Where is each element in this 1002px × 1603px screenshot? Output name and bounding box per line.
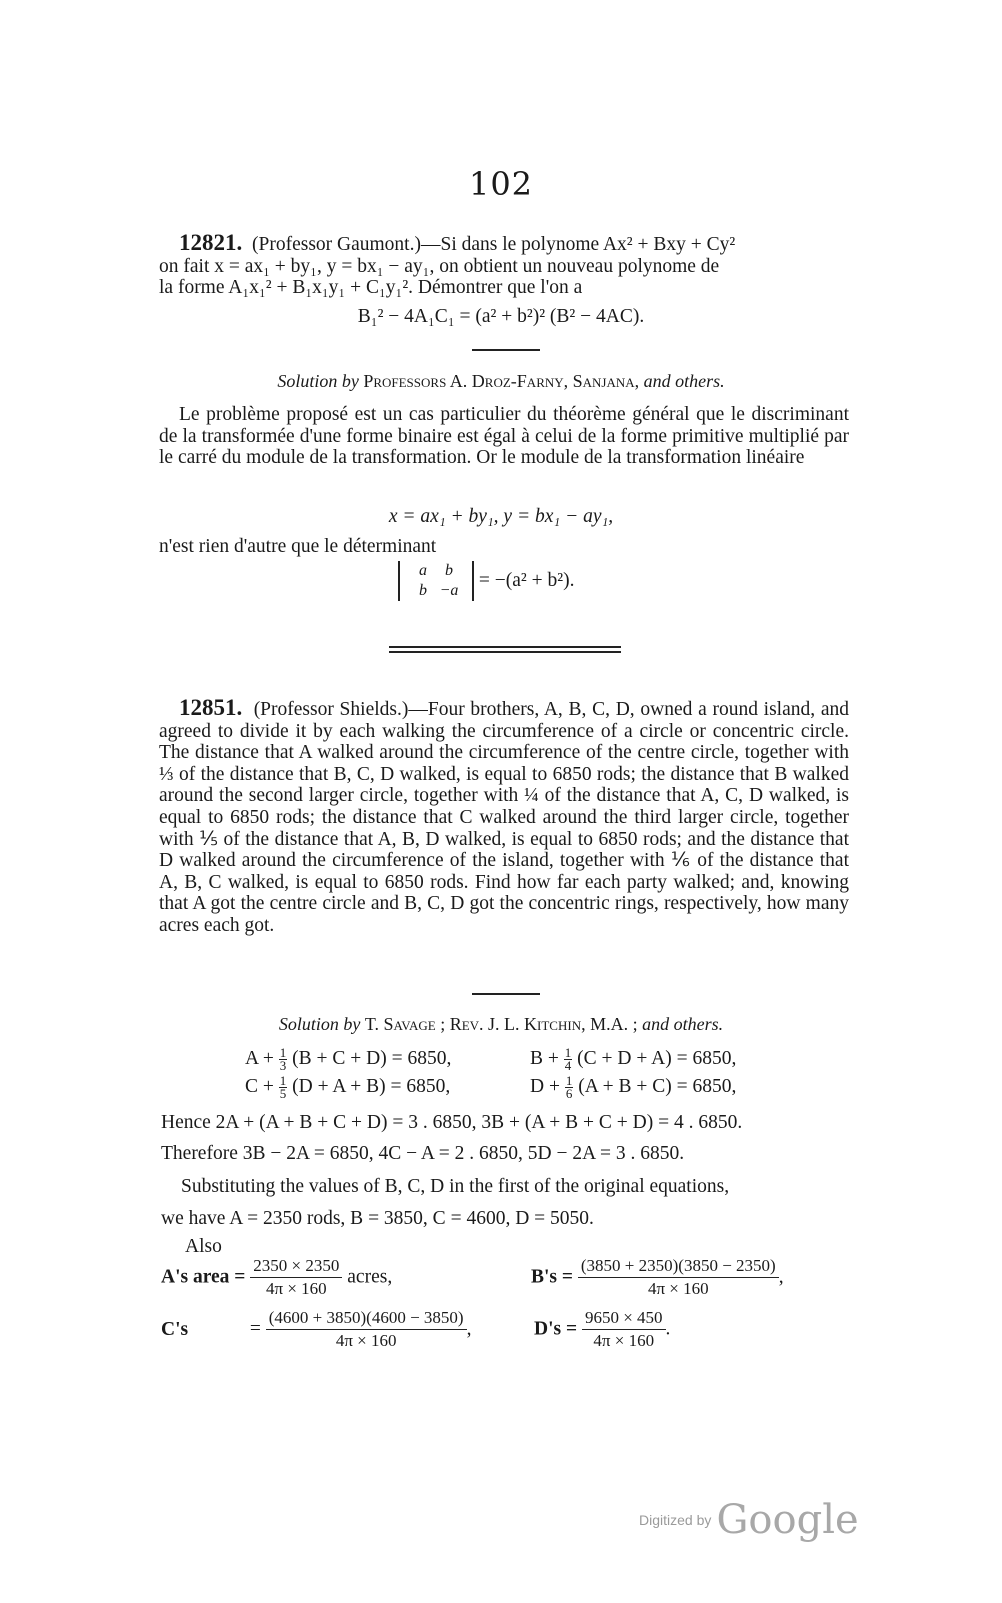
eq-part: (C + D + A) = 6850, [577,1047,737,1069]
eq-part: B + [530,1047,559,1069]
det-cell: b [419,582,427,599]
b-area-equation: B's = $\frac{(3850 + 2350)(3850 - 2350)}{4\pi \times 160}$ , [531,1256,784,1298]
fraction: $\frac{1}{6}$ [565,1073,573,1101]
eq-part: C + [245,1075,274,1097]
equation-c [245,1075,450,1100]
determinant-matrix [398,561,474,601]
c-area-fraction: $\frac{(4600 + 3850)(4600 - 3850)}{4\pi \times 160}$ [266,1308,467,1351]
substituting-line: Substituting the values of B, C, D in the first of the original equations, [181,1176,730,1197]
c-area-eq: = [249,1318,261,1340]
det-cell: a [419,562,427,579]
heading-prefix: Solution by [278,1014,361,1034]
b-area-fraction: $\frac{(3850 + 2350)(3850 - 2350)}{4\pi \times 160}$ [578,1256,779,1299]
equation-b [530,1047,736,1072]
a-area-unit: acres, [347,1266,393,1288]
hence-line: Hence 2A + (A + B + C + D) = 3 . 6850, 3B + (A + B + C + D) = 4 . 6850. [161,1112,743,1133]
main-equation: B₁² − 4A₁C₁ = (a² + b²)² (B² − 4AC). [357,306,645,327]
fraction: $\frac{1}{3}$ [279,1045,287,1073]
a-area-label: A's area = [161,1266,246,1288]
eq-part: A + [245,1047,274,1069]
equation-d [530,1075,736,1100]
d-area-equation: D's = $\frac{9650 \times 450}{4\pi \times 160}$ . [534,1308,671,1350]
det-cell: b [445,562,453,579]
heading-prefix: Solution by [277,371,359,391]
solution-heading [0,371,1002,392]
divider [472,993,540,995]
eq-part: (B + C + D) = 6850, [292,1047,452,1069]
a-area-fraction: $\frac{2350 \times 2350}{4\pi \times 160}$ [250,1256,342,1299]
proposer: (Professor Shields.)— [253,699,428,720]
problem-number: 12851. [179,695,243,720]
d-area-fraction: $\frac{9650 \times 450}{4\pi \times 160}$ [582,1308,666,1351]
double-rule-bottom [389,651,621,653]
d-area-label: D's = [534,1318,578,1340]
statement-line: Si dans le polynome Ax² + Bxy + Cy² [440,234,736,255]
heading-names: T. Savage ; Rev. J. L. Kitchin, M.A. ; [364,1014,638,1034]
also-label: Also [185,1236,222,1257]
double-rule-top [389,646,621,648]
fraction: $\frac{1}{5}$ [279,1073,287,1101]
determinant-equation [398,561,574,601]
we-have-line: we have A = 2350 rods, B = 3850, C = 4600, D = 5050. [161,1208,594,1229]
watermark-prefix: Digitized by [639,1512,712,1528]
c-area-equation: C's = $\frac{(4600 + 3850)(4600 - 3850)}{4\pi \times 160}$ , [161,1308,472,1350]
statement-line: la forme A₁x₁² + B₁x₁y₁ + C₁y₁². Démontrer que l'on a [159,277,583,299]
heading-suffix: and others. [643,371,725,391]
det-cell: −a [439,582,459,599]
digitized-watermark [639,1497,859,1543]
solution-paragraph: Le problème proposé est un cas particulier du théorème général que le discriminant de la transformée d'une forme binaire est égal à celui de la forme primitive multiplié par le carré du module de la transformation. Or le module de la transformation linéaire [159,404,849,469]
equation-a [245,1047,451,1072]
proposer: (Professor Gaumont.)— [252,234,441,255]
page-number: 102 [468,165,534,203]
statement-line: on fait x = ax₁ + by₁, y = bx₁ − ay₁, on obtient un nouveau polynome de [159,255,720,277]
fraction: $\frac{1}{4}$ [564,1045,572,1073]
heading-names: Professors A. Droz-Farny, Sanjana, [363,371,640,391]
a-area-equation [161,1256,392,1299]
b-area-label: B's = [531,1266,573,1288]
problem-12851-statement [159,697,849,937]
heading-suffix: and others. [642,1014,724,1034]
therefore-line: Therefore 3B − 2A = 6850, 4C − A = 2 . 6850, 5D − 2A = 3 . 6850. [161,1143,685,1164]
statement-text: Four brothers, A, B, C, D, owned a round island, and agreed to divide it by each walking the circumference of a circle or concentric circle. The distance that A walked around the circumference of the centre circle, together with ⅓ of the distance that B, C, D walked, is equal to 6850 rods; the distance that B walked around the second larger circle, together with ¼ of the distance that A, C, D walked, is equal to 6850 rods; the distance that C walked around the third larger circle, together with ⅕ of the distance that A, B, D walked, is equal to 6850 rods; and the distance that D walked around the circumference of the island, together with ⅙ of the distance that A, B, C walked, is equal to 6850 rods. Find how far each party walked; and, knowing that A got the centre circle and B, C, D got the concentric rings, respectively, how many acres each got. [159,699,849,936]
c-area-label: C's [161,1318,189,1340]
solution-heading [0,1014,1002,1035]
det-result: = −(a² + b²). [478,570,575,591]
determinant-intro: n'est rien d'autre que le déterminant [159,536,437,557]
eq-part: (D + A + B) = 6850, [292,1075,451,1097]
divider [472,349,540,351]
problem-12821-statement [159,232,849,299]
eq-part: (A + B + C) = 6850, [578,1075,737,1097]
eq-part: D + [530,1075,560,1097]
problem-number: 12821. [179,230,243,255]
google-logo: Google [716,1497,859,1543]
transform-equation: x = ax₁ + by₁, y = bx₁ − ay₁, [388,506,614,527]
